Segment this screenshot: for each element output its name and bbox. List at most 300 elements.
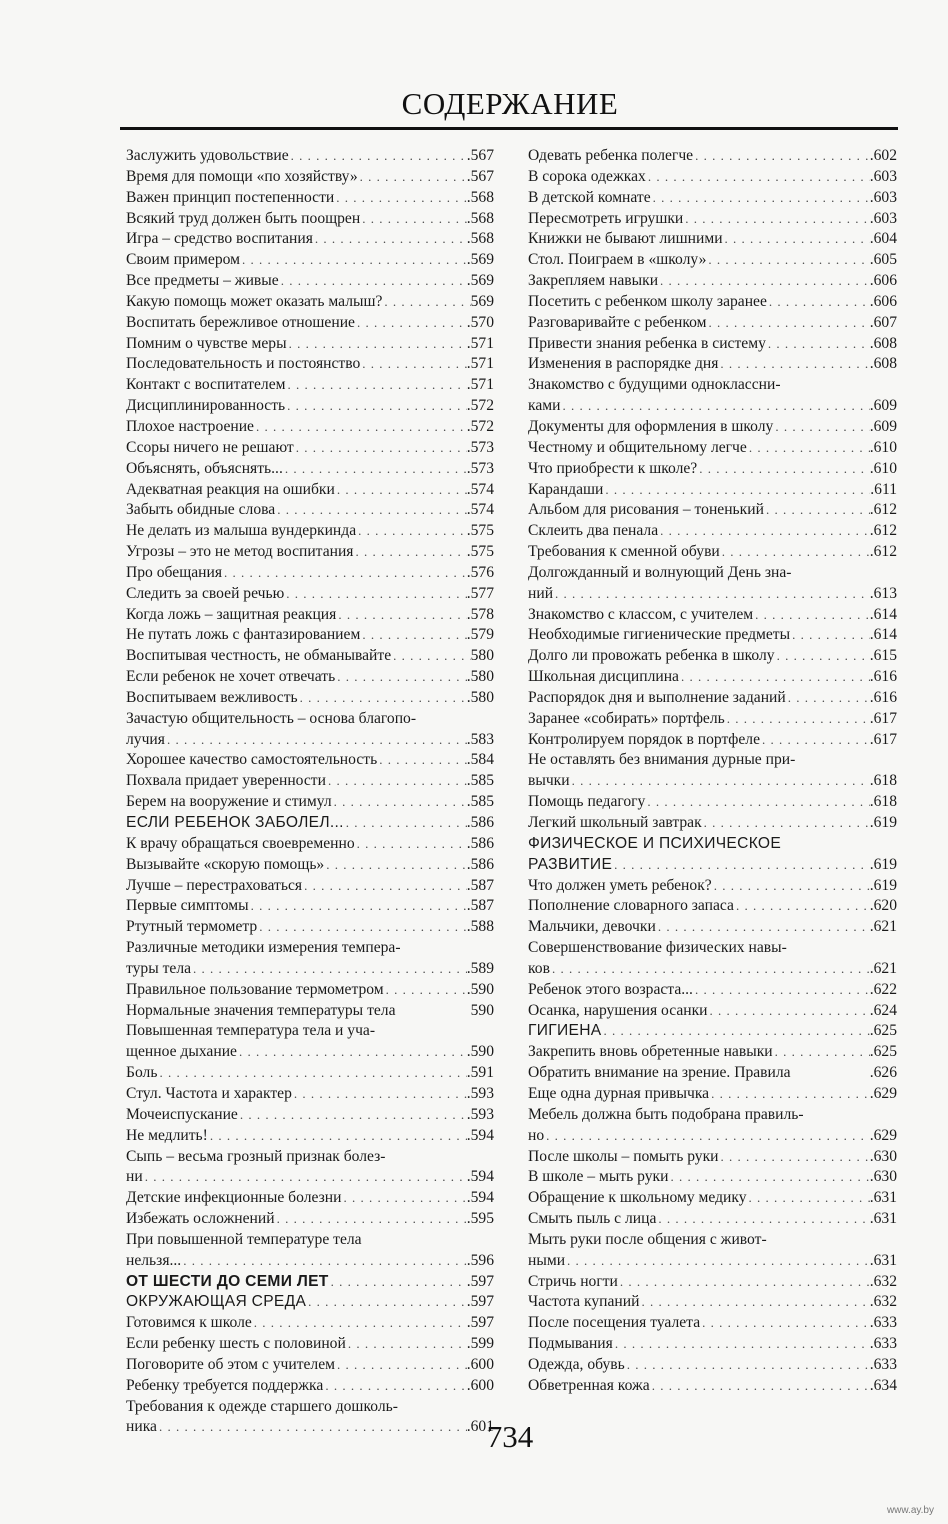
toc-entry-title: Обветренная кожа: [528, 1376, 650, 1394]
toc-entry-title: Различные методики измерения темпера-: [126, 939, 401, 957]
toc-entry-title: Воспитать бережливое отношение: [126, 313, 355, 331]
toc-leader-dots: [645, 792, 869, 813]
toc-entry-page: .603: [869, 167, 897, 185]
toc-entry-title: Пересмотреть игрушки: [528, 209, 684, 227]
toc-entry-title: Вызывайте «скорую помощь»: [126, 855, 325, 873]
toc-entry-page: .634: [869, 1376, 897, 1394]
toc-leader-dots: [683, 209, 869, 230]
toc-entry: [126, 667, 494, 688]
toc-entry-page: .597: [466, 1293, 494, 1311]
toc-entry-title: Своим примером: [126, 251, 241, 269]
toc-leader-dots: [191, 959, 467, 980]
toc-entry-title: Заранее «собирать» портфель: [528, 709, 725, 727]
toc-entry-title: Требования к одежде старшего дошколь-: [126, 1397, 398, 1415]
toc-entry-page: .605: [869, 251, 897, 269]
toc-entry: [528, 1126, 897, 1147]
toc-leader-dots: [334, 188, 466, 209]
toc-entry-title: Заслужить удовольствие: [126, 147, 289, 164]
toc-leader-dots: [324, 855, 466, 876]
toc-leader-dots: [753, 605, 870, 626]
toc-entry-page: .578: [466, 605, 494, 623]
toc-leader-dots: [679, 667, 870, 688]
toc-leader-dots: [570, 771, 870, 792]
watermark: www.ay.by: [886, 1505, 934, 1516]
toc-entry: [528, 1105, 897, 1126]
toc-entry-page: .576: [466, 563, 494, 581]
toc-leader-dots: [302, 876, 467, 897]
toc-entry: [528, 292, 897, 313]
toc-entry-title: Объяснять, объяснять...: [126, 459, 283, 477]
toc-entry-title: Стричь ногти: [528, 1272, 618, 1290]
toc-leader-dots: [712, 876, 870, 897]
toc-entry-title: Посетить с ребенком школу заранее: [528, 292, 767, 310]
toc-entry-title: Ребенку требуется поддержка: [126, 1376, 324, 1394]
toc-entry-page: .573: [466, 438, 494, 456]
toc-entry: [126, 1021, 494, 1042]
toc-entry-title: Долго ли провожать ребенка в школу: [528, 647, 775, 665]
toc-entry-title: Одевать ребенка полегче: [528, 147, 694, 164]
toc-entry-page: .571: [466, 334, 494, 352]
toc-entry: [126, 959, 494, 980]
toc-entry-page: .586: [466, 814, 494, 831]
toc-entry-page: .619: [869, 855, 897, 873]
toc-entry-title: Последовательность и постоянство: [126, 355, 361, 373]
toc-entry-title: Стул. Частота и характер: [126, 1084, 292, 1102]
toc-leader-dots: [625, 1355, 870, 1376]
toc-entry-title: Адекватная реакция на ошибки: [126, 480, 335, 498]
toc-entry-page: .593: [466, 1084, 494, 1102]
toc-entry: [126, 1230, 494, 1251]
toc-leader-dots: [734, 896, 870, 917]
toc-entry-page: .624: [869, 1001, 897, 1019]
toc-leader-dots: [618, 1272, 870, 1293]
toc-entry-page: .574: [466, 480, 494, 498]
toc-entry: [528, 334, 897, 355]
toc-entry-page: .594: [466, 1168, 494, 1186]
toc-leader-dots: [786, 688, 870, 709]
toc-entry: [126, 1001, 494, 1022]
toc-entry-title: Требования к сменной обуви: [528, 543, 720, 561]
toc-entry: [126, 375, 494, 396]
toc-leader-dots: [719, 1147, 870, 1168]
toc-entry-title: Не делать из малыша вундеркинда: [126, 522, 357, 540]
toc-entry: [126, 1376, 494, 1397]
toc-entry: [528, 605, 897, 626]
toc-entry-page: .612: [869, 522, 897, 540]
toc-entry: [126, 480, 494, 501]
toc-entry-title: Честному и общительному легче: [528, 438, 747, 456]
toc-entry-title: Первые симптомы: [126, 897, 249, 915]
toc-entry-page: .619: [869, 814, 897, 831]
toc-leader-dots: [658, 271, 870, 292]
toc-entry-page: .586: [466, 834, 494, 852]
toc-entry-page: .614: [869, 605, 897, 623]
toc-entry-title: Помощь педагогу: [528, 793, 646, 811]
toc-entry-page: .579: [466, 626, 494, 644]
toc-entry-title: Если ребенок не хочет отвечать: [126, 668, 336, 686]
toc-leader-dots: [775, 646, 870, 667]
toc-leader-dots: [284, 584, 466, 605]
toc-leader-dots: [358, 167, 467, 188]
toc-entry-title: Нормальные значения температуры тела: [126, 1001, 396, 1019]
toc-entry-page: .580: [466, 668, 494, 686]
toc-entry-page: .597: [466, 1272, 494, 1290]
toc-entry-page: .619: [869, 876, 897, 894]
toc-entry-title: Угрозы – это не метод воспитания: [126, 543, 354, 561]
toc-entry: [528, 1376, 897, 1397]
toc-entry-title: Мебель должна быть подобрана правиль-: [528, 1105, 804, 1123]
toc-entry-page: .608: [869, 334, 897, 352]
toc-entry-page: .572: [466, 417, 494, 435]
toc-entry: [528, 938, 897, 959]
toc-entry: [528, 980, 897, 1001]
toc-entry-page: .613: [869, 584, 897, 602]
toc-entry: [528, 1147, 897, 1168]
toc-entry: [528, 771, 897, 792]
toc-entry-title: Лучше – перестраховаться: [126, 876, 303, 894]
toc-entry-page: .589: [466, 959, 494, 977]
toc-entry: [126, 500, 494, 521]
toc-entry-title: Еще одна дурная привычка: [528, 1084, 710, 1102]
toc-leader-dots: [157, 1063, 466, 1084]
toc-leader-dots: [668, 1167, 869, 1188]
toc-entry-page: .610: [869, 438, 897, 456]
toc-entry-title: Мальчики, девочки: [528, 918, 656, 936]
toc-leader-dots: [344, 813, 467, 834]
toc-entry-page: .620: [869, 897, 897, 915]
toc-entry-page: .603: [869, 209, 897, 227]
toc-entry-title: Альбом для рисования – тоненький: [528, 501, 764, 519]
toc-leader-dots: [287, 334, 467, 355]
toc-entry: [126, 334, 494, 355]
toc-leader-dots: [650, 1376, 870, 1397]
toc-entry-title: туры тела: [126, 959, 192, 977]
toc-entry: [126, 584, 494, 605]
toc-entry: [528, 313, 897, 334]
toc-entry: [126, 542, 494, 563]
toc-leader-dots: [708, 1001, 870, 1022]
toc-entry-title: Хорошее качество самостоятельность: [126, 751, 378, 769]
toc-entry-page: .603: [869, 188, 897, 206]
toc-entry-title: Если ребенку шесть с половиной: [126, 1335, 346, 1353]
toc-leader-dots: [723, 229, 870, 250]
toc-entry-page: .573: [466, 459, 494, 477]
toc-leader-dots: [773, 417, 869, 438]
toc-entry: [126, 896, 494, 917]
toc-entry-page: .631: [869, 1210, 897, 1228]
toc-leader-dots: [565, 1251, 870, 1272]
toc-entry-page: .588: [466, 918, 494, 936]
toc-entry: [528, 1188, 897, 1209]
toc-entry-title: Игра – средство воспитания: [126, 230, 313, 248]
toc-entry-title: Что должен уметь ребенок?: [528, 876, 712, 894]
toc-entry-page: .629: [869, 1084, 897, 1102]
toc-entry-page: .601: [466, 1418, 494, 1436]
toc-leader-dots: [360, 625, 466, 646]
toc-entry: [528, 354, 897, 375]
toc-entry-title: РАЗВИТИЕ: [528, 855, 613, 873]
page-number: 734: [486, 1419, 534, 1454]
toc-entry: [528, 417, 897, 438]
toc-entry: [528, 1167, 897, 1188]
toc-entry-title: Повышенная температура тела и уча-: [126, 1022, 376, 1040]
toc-entry: [528, 709, 897, 730]
toc-entry-title: ными: [528, 1251, 566, 1269]
toc-entry-title: Берем на вооружение и стимул: [126, 793, 332, 811]
toc-entry-title: Смыть пыль с лица: [528, 1210, 657, 1228]
toc-entry-title: лучия: [126, 730, 165, 748]
toc-entry-page: .626: [869, 1064, 897, 1082]
toc-entry: [126, 563, 494, 584]
toc-entry-title: Какую помощь может оказать малыш?: [126, 292, 383, 310]
toc-leader-dots: [544, 1126, 870, 1147]
toc-entry-page: .630: [869, 1147, 897, 1165]
toc-leader-dots: [254, 417, 467, 438]
toc-entry-title: Книжки не бывают лишними: [528, 230, 723, 248]
toc-entry-title: Частота купаний: [528, 1293, 640, 1311]
toc-entry-title: Всякий труд должен быть поощрен: [126, 209, 361, 227]
toc-entry-title: Закрепляем навыки: [528, 272, 659, 290]
toc-entry: [126, 917, 494, 938]
toc-entry-page: .606: [869, 292, 897, 310]
toc-entry: [528, 917, 897, 938]
toc-leader-dots: [391, 646, 471, 667]
toc-leader-dots: [313, 229, 467, 250]
toc-entry-title: Ссоры ничего не решают: [126, 438, 294, 456]
toc-entry-title: Закрепить вновь обретенные навыки: [528, 1043, 773, 1061]
toc-entry: [528, 1063, 897, 1084]
toc-entry-title: После посещения туалета: [528, 1314, 701, 1332]
toc-entry-page: .596: [466, 1251, 494, 1269]
toc-entry-page: .618: [869, 793, 897, 811]
toc-leader-dots: [603, 480, 870, 501]
toc-entry-page: .615: [869, 647, 897, 665]
toc-entry-title: Похвала придает уверенности: [126, 772, 326, 790]
toc-entry: [528, 625, 897, 646]
toc-entry-page: .632: [869, 1293, 897, 1311]
toc-entry-page: .590: [466, 1043, 494, 1061]
toc-entry-page: .567: [466, 167, 494, 185]
toc-entry-page: .568: [466, 230, 494, 248]
toc-entry-page: .597: [466, 1314, 494, 1332]
toc-leader-dots: [658, 521, 870, 542]
toc-entry: [126, 313, 494, 334]
toc-leader-dots: [377, 750, 467, 771]
toc-leader-dots: [760, 730, 870, 751]
toc-entry: [126, 396, 494, 417]
toc-entry-title: Не путать ложь с фантазированием: [126, 626, 361, 644]
toc-leader-dots: [346, 1334, 467, 1355]
toc-entry: [528, 375, 897, 396]
toc-leader-dots: [360, 209, 467, 230]
toc-entry: [126, 229, 494, 250]
toc-entry-title: вычки: [528, 772, 570, 790]
toc-entry-page: .594: [466, 1126, 494, 1144]
toc-entry: [126, 209, 494, 230]
toc-entry-title: Воспитываем вежливость: [126, 688, 298, 706]
toc-entry: [528, 730, 897, 751]
toc-entry-page: .633: [869, 1335, 897, 1353]
toc-entry-title: К врачу обращаться своевременно: [126, 834, 355, 852]
toc-entry: [528, 1084, 897, 1105]
toc-entry: [126, 459, 494, 480]
toc-entry-page: .606: [869, 272, 897, 290]
toc-entry: [126, 938, 494, 959]
toc-entry: [126, 1105, 494, 1126]
toc-entry: [528, 834, 897, 855]
toc-entry: [528, 896, 897, 917]
toc-leader-dots: [646, 167, 870, 188]
toc-right-column: [528, 146, 897, 1397]
toc-entry-title: Склеить два пенала: [528, 522, 659, 540]
toc-entry: [528, 667, 897, 688]
toc-entry-title: Время для помощи «по хозяйству»: [126, 167, 358, 185]
toc-entry: [528, 1021, 897, 1042]
toc-entry: [126, 1147, 494, 1168]
toc-entry: [528, 459, 897, 480]
toc-entry-page: .587: [466, 876, 494, 894]
toc-entry-page: .575: [466, 522, 494, 540]
toc-entry-page: .612: [869, 501, 897, 519]
toc-entry-title: Следить за своей речью: [126, 584, 285, 602]
toc-entry: [126, 730, 494, 751]
toc-entry: [528, 563, 897, 584]
toc-entry: [126, 1355, 494, 1376]
toc-entry: [126, 1292, 494, 1313]
toc-entry-page: .618: [869, 772, 897, 790]
toc-entry-page: 590: [470, 1001, 494, 1019]
toc-entry: [126, 709, 494, 730]
toc-entry-page: .607: [869, 313, 897, 331]
toc-leader-dots: [553, 584, 870, 605]
toc-entry-title: Долгожданный и волнующий День зна-: [528, 563, 792, 581]
toc-entry-title: Совершенствование физических навы-: [528, 939, 787, 957]
toc-leader-dots: [747, 1188, 870, 1209]
toc-entry-title: Пополнение словарного запаса: [528, 897, 734, 915]
toc-leader-dots: [240, 250, 467, 271]
toc-entry-title: Одежда, обувь: [528, 1355, 625, 1373]
toc-entry-page: .633: [869, 1355, 897, 1373]
toc-leader-dots: [766, 334, 870, 355]
toc-leader-dots: [693, 146, 870, 167]
toc-entry: [528, 1001, 897, 1022]
toc-leader-dots: [222, 563, 467, 584]
toc-entry: [528, 1272, 897, 1293]
toc-entry: [126, 167, 494, 188]
toc-entry-title: ОТ ШЕСТИ ДО СЕМИ ЛЕТ: [126, 1272, 329, 1290]
toc-leader-dots: [249, 896, 467, 917]
toc-entry-page: .632: [869, 1272, 897, 1290]
toc-entry-page: .609: [869, 397, 897, 415]
toc-leader-dots: [238, 1105, 467, 1126]
toc-leader-dots: [560, 396, 869, 417]
toc-entry-title: Плохое настроение: [126, 417, 254, 435]
toc-leader-dots: [764, 500, 870, 521]
toc-leader-dots: [332, 792, 467, 813]
toc-entry-page: .569: [466, 272, 494, 290]
toc-entry: [126, 1188, 494, 1209]
toc-entry-page: .595: [466, 1210, 494, 1228]
toc-entry: [528, 1042, 897, 1063]
toc-entry-title: Не оставлять без внимания дурные при-: [528, 751, 796, 769]
toc-entry-title: ника: [126, 1418, 157, 1436]
toc-entry-page: .633: [869, 1314, 897, 1332]
toc-entry-page: .577: [466, 584, 494, 602]
toc-entry: [528, 438, 897, 459]
toc-entry: [528, 750, 897, 771]
toc-entry-page: .631: [869, 1251, 897, 1269]
toc-entry-title: ний: [528, 584, 554, 602]
toc-entry-title: Важен принцип постепенности: [126, 188, 335, 206]
toc-entry-title: Поговорите об этом с учителем: [126, 1355, 336, 1373]
toc-entry: [528, 688, 897, 709]
toc-leader-dots: [292, 1084, 467, 1105]
toc-entry: [126, 1251, 494, 1272]
toc-entry-title: ни: [126, 1168, 143, 1186]
toc-entry: [126, 605, 494, 626]
toc-entry-title: Стол. Поиграем в «школу»: [528, 251, 707, 269]
toc-entry: [528, 500, 897, 521]
toc-entry-page: .571: [466, 355, 494, 373]
toc-leader-dots: [773, 1042, 870, 1063]
toc-entry: [126, 813, 494, 834]
toc-leader-dots: [275, 500, 467, 521]
toc-leader-dots: [237, 1042, 467, 1063]
toc-entry: [528, 646, 897, 667]
toc-entry-page: .600: [466, 1376, 494, 1394]
toc-entry-page: .604: [869, 230, 897, 248]
toc-entry: [126, 646, 494, 667]
toc-entry-page: .629: [869, 1126, 897, 1144]
toc-entry: [528, 1334, 897, 1355]
toc-entry-title: Мочеиспускание: [126, 1105, 238, 1123]
toc-entry-page: .612: [869, 543, 897, 561]
toc-leader-dots: [355, 313, 467, 334]
toc-entry-page: .583: [466, 730, 494, 748]
toc-leader-dots: [335, 480, 467, 501]
toc-entry-title: Изменения в распорядке дня: [528, 355, 719, 373]
toc-entry-page: .567: [466, 147, 494, 164]
toc-entry: [528, 959, 897, 980]
toc-entry: [528, 1209, 897, 1230]
toc-entry: [528, 876, 897, 897]
toc-leader-dots: [329, 1272, 467, 1293]
toc-entry-title: Не медлить!: [126, 1126, 208, 1144]
toc-entry: [126, 855, 494, 876]
toc-entry: [528, 584, 897, 605]
toc-entry-page: 569: [470, 292, 494, 310]
toc-entry-title: Карандаши: [528, 480, 604, 498]
toc-entry: [126, 1334, 494, 1355]
toc-entry: [126, 1272, 494, 1293]
toc-entry-page: .568: [466, 188, 494, 206]
toc-entry-title: Что приобрести к школе?: [528, 459, 698, 477]
toc-entry-page: .600: [466, 1355, 494, 1373]
toc-leader-dots: [382, 292, 470, 313]
toc-leader-dots: [651, 188, 870, 209]
toc-entry-page: .610: [869, 459, 897, 477]
toc-entry: [126, 521, 494, 542]
toc-entry: [126, 792, 494, 813]
toc-leader-dots: [355, 834, 467, 855]
toc-leader-dots: [702, 813, 870, 834]
toc-entry: [126, 771, 494, 792]
toc-entry-title: Мыть руки после общения с живот-: [528, 1230, 767, 1248]
toc-entry: [126, 980, 494, 1001]
toc-left-column: [126, 146, 494, 1438]
toc-leader-dots: [790, 625, 870, 646]
toc-entry-page: .608: [869, 355, 897, 373]
